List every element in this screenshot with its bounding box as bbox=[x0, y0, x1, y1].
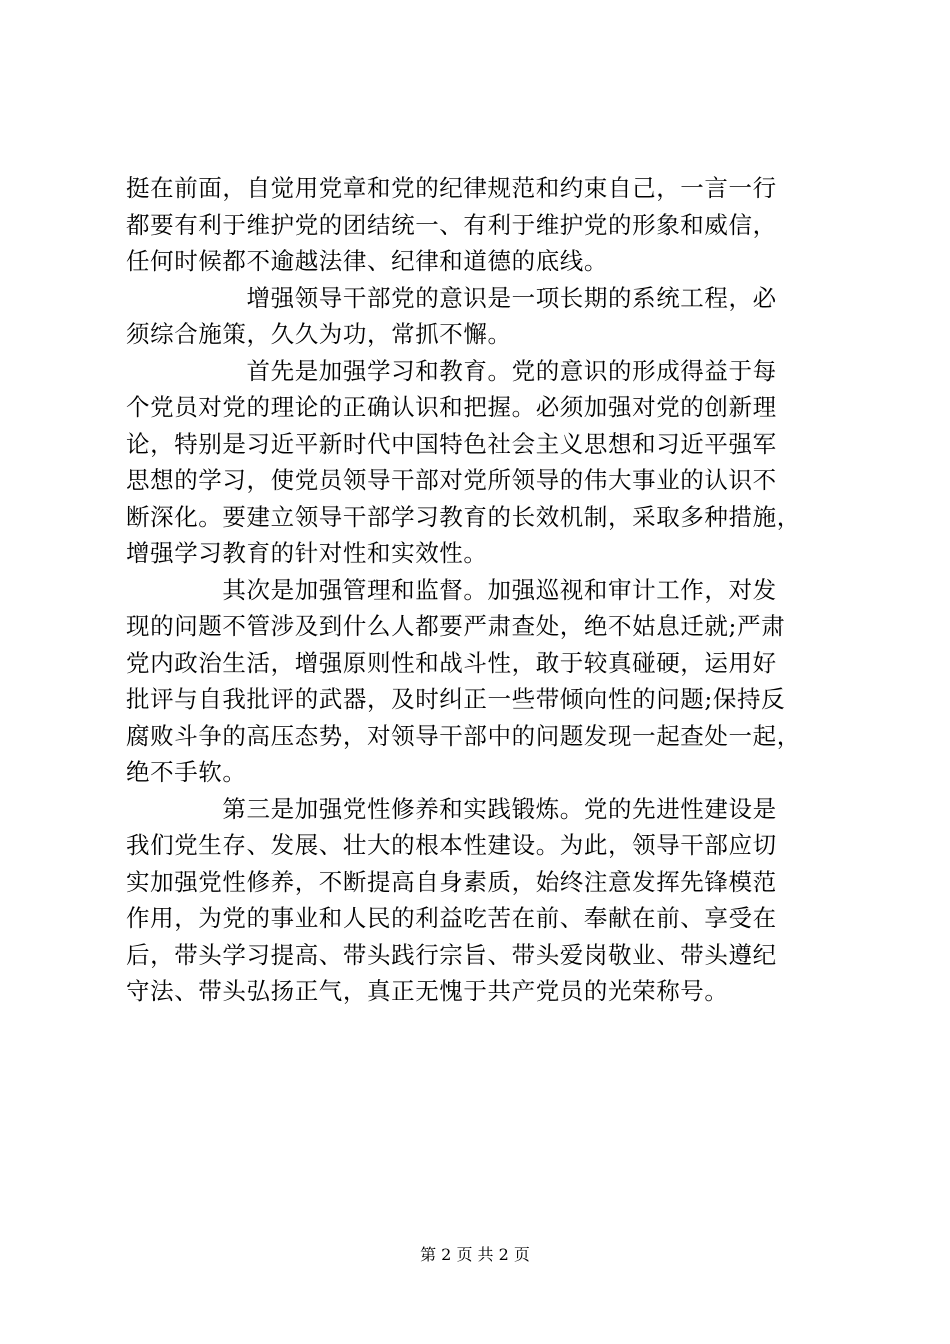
text-line: 后，带头学习提高、带头践行宗旨、带头爱岗敬业、带头遵纪 bbox=[126, 940, 777, 969]
text-line: 论，特别是习近平新时代中国特色社会主义思想和习近平强军 bbox=[126, 429, 777, 458]
text-line: 断深化。要建立领导干部学习教育的长效机制，采取多种措施， bbox=[126, 502, 801, 531]
document-body bbox=[126, 170, 844, 1010]
text-line: 须综合施策，久久为功，常抓不懈。 bbox=[126, 320, 512, 348]
text-line: 个党员对党的理论的正确认识和把握。必须加强对党的创新理 bbox=[126, 393, 777, 421]
text-line: 挺在前面，自觉用党章和党的纪律规范和约束自己，一言一行 bbox=[126, 174, 777, 202]
text-line: 守法、带头弘扬正气，真正无愧于共产党员的光荣称号。 bbox=[126, 977, 729, 1005]
text-line: 作用，为党的事业和人民的利益吃苦在前、奉献在前、享受在 bbox=[126, 904, 777, 932]
text-line: 批评与自我批评的武器，及时纠正一些带倾向性的问题;保持反 bbox=[126, 685, 786, 713]
text-line: 都要有利于维护党的团结统一、有利于维护党的形象和威信， bbox=[126, 210, 777, 239]
text-line: 绝不手软。 bbox=[126, 758, 247, 786]
text-line: 增强领导干部党的意识是一项长期的系统工程，必 bbox=[126, 283, 777, 312]
text-line: 党内政治生活，增强原则性和战斗性，敢于较真碰硬，运用好 bbox=[126, 648, 777, 677]
text-line: 腐败斗争的高压态势，对领导干部中的问题发现一起查处一起， bbox=[126, 721, 801, 750]
text-line: 现的问题不管涉及到什么人都要严肃查处，绝不姑息迁就;严肃 bbox=[126, 612, 786, 640]
text-line: 思想的学习，使党员领导干部对党所领导的伟大事业的认识不 bbox=[126, 466, 777, 494]
text-line: 其次是加强管理和监督。加强巡视和审计工作，对发 bbox=[126, 575, 777, 604]
text-line: 首先是加强学习和教育。党的意识的形成得益于每 bbox=[126, 356, 777, 385]
text-line: 实加强党性修养，不断提高自身素质，始终注意发挥先锋模范 bbox=[126, 867, 777, 896]
text-line: 我们党生存、发展、壮大的根本性建设。为此，领导干部应切 bbox=[126, 831, 777, 859]
text-line: 第三是加强党性修养和实践锻炼。党的先进性建设是 bbox=[126, 794, 777, 823]
text-line: 增强学习教育的针对性和实效性。 bbox=[126, 539, 488, 567]
text-line: 任何时候都不逾越法律、纪律和道德的底线。 bbox=[126, 247, 608, 275]
page-number-footer: 第 2 页 共 2 页 bbox=[420, 1245, 530, 1264]
